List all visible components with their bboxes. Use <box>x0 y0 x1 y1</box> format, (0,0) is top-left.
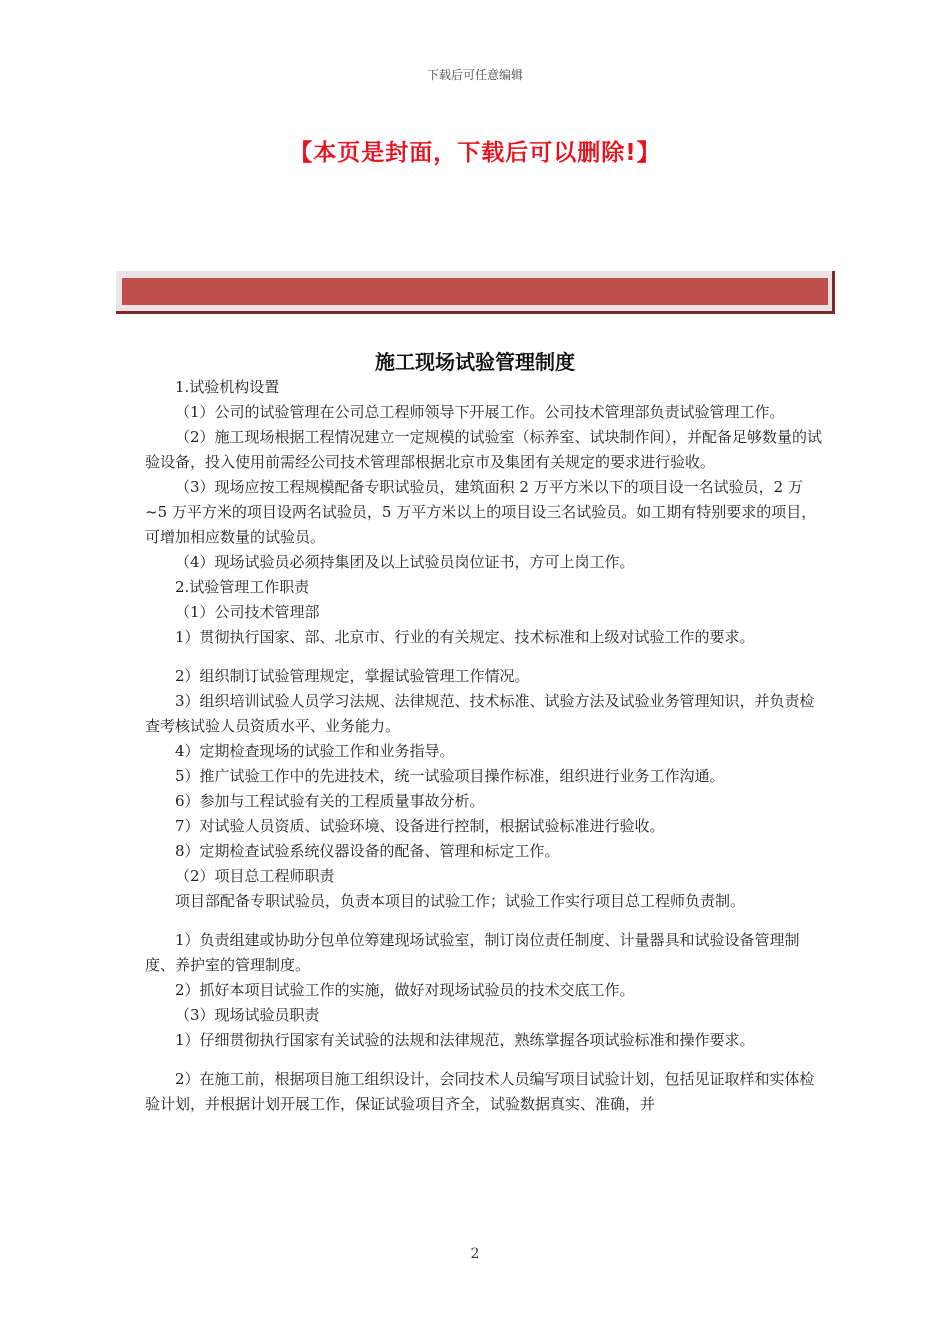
page-header: 下载后可任意编辑 <box>426 68 523 82</box>
subsection-heading: （2）项目总工程师职责 <box>175 867 335 885</box>
paragraph: （1）公司的试验管理在公司总工程师领导下开展工作。公司技术管理部负责试验管理工作。 <box>175 403 785 421</box>
document-title: 施工现场试验管理制度 <box>375 350 575 374</box>
paragraph: 1）贯彻执行国家、部、北京市、行业的有关规定、技术标准和上级对试验工作的要求。 <box>175 628 755 646</box>
paragraph: 1）负责组建或协助分包单位筹建现场试验室，制订岗位责任制度、计量器具和试验设备管理制度、养护室的管理制度。 <box>145 931 800 974</box>
paragraph: 6）参加与工程试验有关的工程质量事故分析。 <box>175 792 485 810</box>
document-body <box>145 375 825 1117</box>
paragraph: （3）现场应按工程规模配备专职试验员，建筑面积 2 万平方米以下的项目设一名试验员，2 万~5 万平方米的项目设两名试验员，5 万平方米以上的项目设三名试验员。如工期有特别要求的项目，可增加相应数量的试验员。 <box>145 478 817 546</box>
paragraph: 2）抓好本项目试验工作的实施，做好对现场试验员的技术交底工作。 <box>175 981 635 999</box>
paragraph: 1）仔细贯彻执行国家有关试验的法规和法律规范，熟练掌握各项试验标准和操作要求。 <box>175 1031 755 1049</box>
paragraph: 2）组织制订试验管理规定，掌握试验管理工作情况。 <box>175 667 530 685</box>
section-heading: 1.试验机构设置 <box>175 378 280 396</box>
paragraph: 3）组织培训试验人员学习法规、法律规范、技术标准、试验方法及试验业务管理知识，并负责检查考核试验人员资质水平、业务能力。 <box>145 692 815 735</box>
section-heading: 2.试验管理工作职责 <box>175 578 310 596</box>
paragraph: 项目部配备专职试验员，负责本项目的试验工作；试验工作实行项目总工程师负责制。 <box>175 892 746 910</box>
paragraph: （2）施工现场根据工程情况建立一定规模的试验室（标养室、试块制作间），并配备足够数量的试验设备，投入使用前需经公司技术管理部根据北京市及集团有关规定的要求进行验收。 <box>145 428 823 471</box>
page-number: 2 <box>470 1246 480 1262</box>
decorative-banner <box>116 271 835 314</box>
subsection-heading: （3）现场试验员职责 <box>175 1006 320 1024</box>
banner-bar <box>122 278 828 305</box>
paragraph: 4）定期检查现场的试验工作和业务指导。 <box>175 742 455 760</box>
paragraph: （4）现场试验员必须持集团及以上试验员岗位证书，方可上岗工作。 <box>175 553 635 571</box>
cover-notice: 【本页是封面，下载后可以删除!】 <box>289 140 661 166</box>
paragraph: 2）在施工前，根据项目施工组织设计，会同技术人员编写项目试验计划，包括见证取样和实体检验计划，并根据计划开展工作，保证试验项目齐全，试验数据真实、准确，并 <box>145 1070 815 1113</box>
paragraph: 5）推广试验工作中的先进技术，统一试验项目操作标准，组织进行业务工作沟通。 <box>175 767 725 785</box>
paragraph: 7）对试验人员资质、试验环境、设备进行控制，根据试验标准进行验收。 <box>175 817 665 835</box>
subsection-heading: （1）公司技术管理部 <box>175 603 320 621</box>
paragraph: 8）定期检查试验系统仪器设备的配备、管理和标定工作。 <box>175 842 560 860</box>
